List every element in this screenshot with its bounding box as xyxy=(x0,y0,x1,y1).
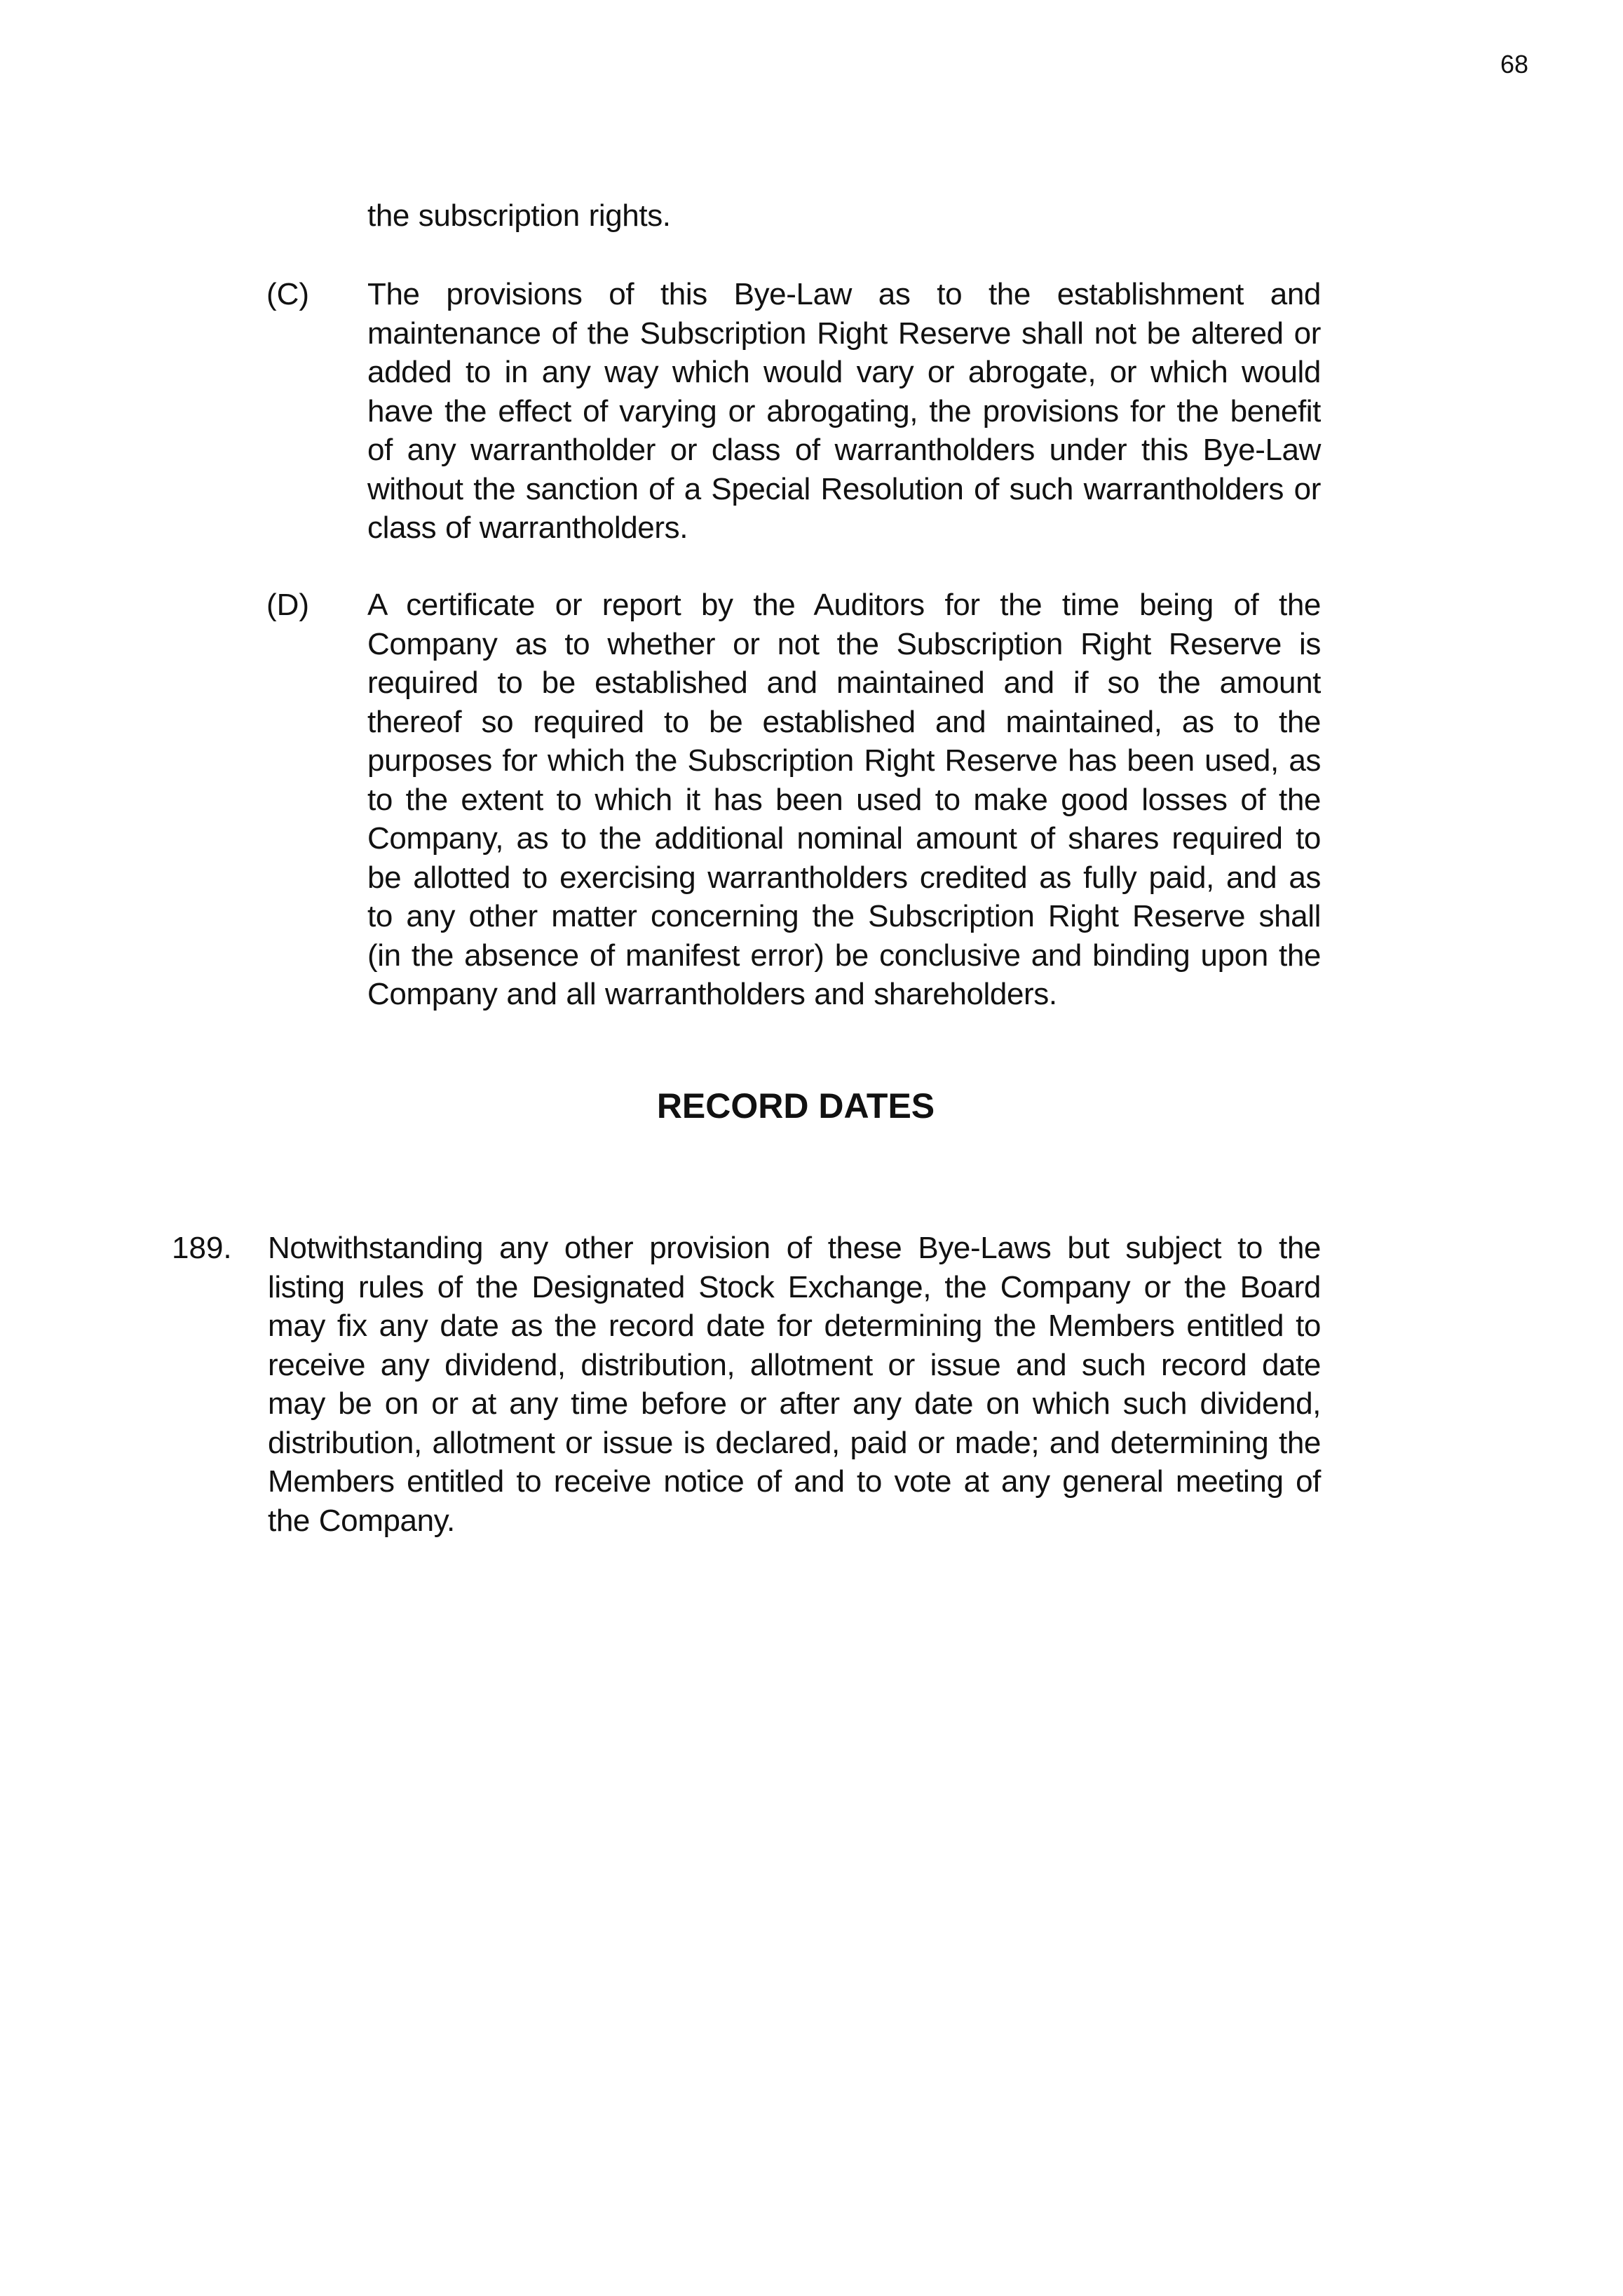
page-number: 68 xyxy=(1500,50,1528,79)
article-text: Notwithstanding any other provision of these Bye-Laws but subject to the listing rules of the Designated Stock Exchange, the Company or the Board may fix any date as the record date for determining the Members entitled to receive any dividend, distribution, allotment or issue and such record date may be on or at any time before or after any date on which such dividend, distribution, allotment or issue is declared, paid or made; and determining the Members entitled to receive notice of and to vote at any general meeting of the Company. xyxy=(268,1231,1321,1538)
section-heading: RECORD DATES xyxy=(656,1086,935,1126)
continuation-text: the subscription rights. xyxy=(367,198,671,233)
clause-label: (C) xyxy=(266,277,310,311)
clause-text: The provisions of this Bye-Law as to the establishment and maintenance of the Subscription Right Reserve shall not be altered or added to in any way which would vary or abrogate, or which would have the effect of varying or abrogating, the provisions for the benefit of any warrantholder or class of warrantholders under this Bye-Law without the sanction of a Special Resolution of such warrantholders or class of warrantholders. xyxy=(367,277,1321,545)
clause-text: A certificate or report by the Auditors for the time being of the Company as to whether or not the Subscription Right Reserve is required to be established and maintained and if so the amount thereof so required to be established and maintained, as to the purposes for which the Subscription Right Reserve has been used, as to the extent to which it has been used to make good losses of the Company, as to the additional nominal amount of shares required to be allotted to exercising warrantholders credited as fully paid, and as to any other matter concerning the Subscription Right Reserve shall (in the absence of manifest error) be conclusive and binding upon the Company and all warrantholders and shareholders. xyxy=(367,588,1321,1011)
clause-label: (D) xyxy=(266,588,310,622)
article-number: 189. xyxy=(172,1231,232,1265)
